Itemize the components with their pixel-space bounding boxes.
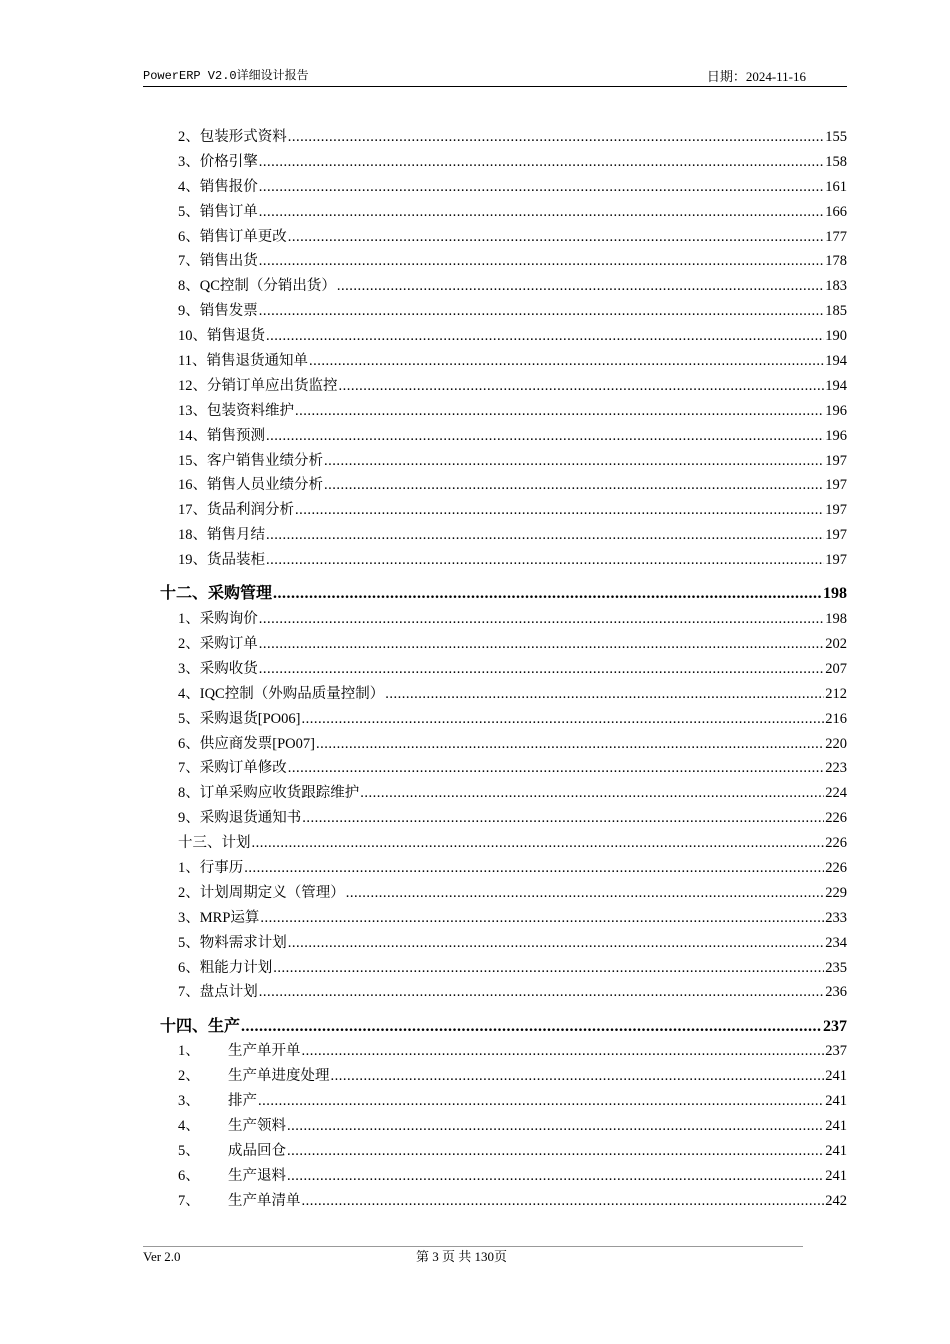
toc-entry[interactable] <box>160 200 847 225</box>
toc-entry-title: 13、包装资料维护 <box>178 402 294 419</box>
toc-dot-leader <box>273 956 824 981</box>
toc-entry[interactable] <box>160 374 847 399</box>
toc-entry-page: 237 <box>825 1043 847 1060</box>
toc-entry-title: 7、盘点计划 <box>178 984 258 1001</box>
toc-entry[interactable] <box>160 349 847 374</box>
toc-entry-title: 生产单进度处理 <box>228 1068 330 1085</box>
toc-dot-leader <box>287 1164 824 1189</box>
toc-entry-page: 194 <box>825 353 847 370</box>
toc-dot-leader <box>288 125 825 150</box>
toc-entry-number: 6、 <box>178 1167 200 1184</box>
toc-entry-page: 197 <box>825 502 847 519</box>
toc-entry-page: 242 <box>825 1192 847 1209</box>
toc-dot-leader <box>295 399 824 424</box>
toc-entry[interactable] <box>160 1039 847 1064</box>
toc-dot-leader <box>337 274 824 299</box>
toc-entry-title: 17、货品利润分析 <box>178 502 294 519</box>
toc-entry[interactable] <box>160 756 847 781</box>
toc-entry-title: 十三、计划 <box>178 835 251 852</box>
toc-entry-title: 19、货品装柜 <box>178 552 265 569</box>
toc-dot-leader <box>259 200 825 225</box>
toc-entry[interactable] <box>160 498 847 523</box>
toc-entry[interactable] <box>160 781 847 806</box>
toc-entry-page: 241 <box>825 1068 847 1085</box>
toc-entry-title: 5、采购退货[PO06] <box>178 710 301 727</box>
toc-entry[interactable] <box>160 632 847 657</box>
toc-entry[interactable] <box>160 1114 847 1139</box>
document-date: 日期：2024-11-16 <box>706 69 806 84</box>
toc-entry-title: 7、采购订单修改 <box>178 760 287 777</box>
toc-dot-leader <box>259 980 825 1005</box>
toc-entry-title: 16、销售人员业绩分析 <box>178 477 323 494</box>
toc-entry[interactable] <box>160 931 847 956</box>
toc-dot-leader <box>259 299 825 324</box>
toc-entry-title: 4、IQC控制（外购品质量控制） <box>178 685 385 702</box>
toc-dot-leader <box>288 756 825 781</box>
toc-entry-page: 198 <box>825 611 847 628</box>
toc-entry-title: 8、订单采购应收货跟踪维护 <box>178 785 360 802</box>
page-number: 第 3 页 共 130页 <box>416 1249 508 1264</box>
toc-entry-page: 178 <box>825 253 847 270</box>
toc-entry-title: 3、采购收货 <box>178 660 258 677</box>
toc-entry-page: 236 <box>825 984 847 1001</box>
toc-entry[interactable] <box>160 831 847 856</box>
toc-entry-page: 226 <box>825 860 847 877</box>
toc-entry-title: 3、价格引擎 <box>178 153 258 170</box>
toc-entry-number: 4、 <box>178 1118 200 1135</box>
toc-entry-title: 14、销售预测 <box>178 427 265 444</box>
toc-entry-page: 233 <box>825 909 847 926</box>
toc-entry-title: 7、销售出货 <box>178 253 258 270</box>
toc-entry-page: 216 <box>825 710 847 727</box>
toc-dot-leader <box>266 324 824 349</box>
toc-entry-title: 6、销售订单更改 <box>178 228 287 245</box>
toc-dot-leader <box>302 1189 825 1214</box>
toc-entry[interactable] <box>160 548 847 573</box>
toc-entry-number: 2、 <box>178 1068 200 1085</box>
toc-entry-page: 185 <box>825 303 847 320</box>
toc-entry[interactable] <box>160 473 847 498</box>
toc-entry-page: 158 <box>825 153 847 170</box>
toc-dot-leader <box>287 1139 824 1164</box>
toc-entry-page: 235 <box>825 959 847 976</box>
document-title: PowerERP V2.0详细设计报告 <box>143 69 309 83</box>
toc-entry-title: 9、销售发票 <box>178 303 258 320</box>
toc-dot-leader <box>244 856 824 881</box>
toc-entry[interactable] <box>160 399 847 424</box>
toc-entry-title: 2、采购订单 <box>178 636 258 652</box>
toc-entry-page: 166 <box>825 203 847 220</box>
toc-dot-leader <box>259 249 825 274</box>
toc-entry-page: 198 <box>823 585 847 603</box>
toc-entry-title: 生产退料 <box>228 1167 286 1184</box>
toc-entry-title: 生产单开单 <box>228 1043 301 1060</box>
toc-entry-page: 197 <box>825 527 847 544</box>
toc-dot-leader <box>360 781 824 806</box>
toc-dot-leader <box>331 1064 825 1089</box>
toc-entry-title: 4、销售报价 <box>178 178 258 195</box>
toc-entry-title: 十二、采购管理 <box>160 585 273 603</box>
toc-dot-leader <box>339 374 825 399</box>
toc-entry-page: 190 <box>825 328 847 345</box>
toc-entry-title: 11、销售退货通知单 <box>178 353 308 370</box>
toc-entry[interactable] <box>160 225 847 250</box>
toc-entry[interactable] <box>160 249 847 274</box>
toc-dot-leader <box>302 1039 825 1064</box>
toc-entry-page: 197 <box>825 452 847 469</box>
toc-entry-title: 排产 <box>228 1093 257 1110</box>
toc-dot-leader <box>316 732 824 757</box>
toc-dot-leader <box>266 523 824 548</box>
toc-entry[interactable] <box>160 523 847 548</box>
toc-dot-leader <box>287 1114 824 1139</box>
toc-entry-page: 212 <box>825 685 847 702</box>
toc-entry-title: 3、MRP运算 <box>178 909 260 926</box>
toc-entry[interactable] <box>160 1089 847 1114</box>
toc-entry[interactable] <box>160 906 847 931</box>
toc-dot-leader <box>259 632 825 657</box>
toc-entry-title: 8、QC控制（分销出货） <box>178 278 336 295</box>
toc-dot-leader <box>258 1089 824 1114</box>
toc-dot-leader <box>309 349 824 374</box>
toc-entry-page: 226 <box>825 810 847 827</box>
toc-entry-title: 十四、生产 <box>160 1017 241 1035</box>
toc-entry-page: 237 <box>823 1017 847 1035</box>
toc-dot-leader <box>259 607 825 632</box>
toc-entry-page: 224 <box>825 785 847 802</box>
toc-entry-title: 1、行事历 <box>178 860 244 877</box>
toc-dot-leader <box>266 424 824 449</box>
toc-entry-page: 177 <box>825 228 847 245</box>
toc-entry-title: 18、销售月结 <box>178 527 265 544</box>
toc-entry[interactable] <box>160 980 847 1005</box>
toc-dot-leader <box>288 225 825 250</box>
toc-entry[interactable] <box>160 1164 847 1189</box>
toc-entry-number: 7、 <box>178 1192 200 1209</box>
toc-entry-title: 10、销售退货 <box>178 328 265 345</box>
toc-entry[interactable] <box>160 682 847 707</box>
toc-entry-page: 155 <box>825 129 847 145</box>
toc-entry[interactable] <box>160 150 847 175</box>
table-of-contents <box>160 125 847 1214</box>
toc-chapter-entry[interactable] <box>160 582 847 607</box>
toc-entry[interactable] <box>160 856 847 881</box>
toc-entry[interactable] <box>160 299 847 324</box>
toc-entry-title: 9、采购退货通知书 <box>178 810 302 827</box>
version-label: Ver 2.0 <box>143 1249 181 1264</box>
toc-entry-page: 241 <box>825 1093 847 1110</box>
toc-dot-leader <box>288 931 825 956</box>
toc-dot-leader <box>259 150 825 175</box>
toc-entry-title: 生产单清单 <box>228 1192 301 1209</box>
toc-entry-number: 1、 <box>178 1043 200 1060</box>
toc-entry-page: 241 <box>825 1118 847 1135</box>
toc-entry-title: 5、物料需求计划 <box>178 934 287 951</box>
toc-entry-page: 220 <box>825 735 847 752</box>
toc-dot-leader <box>301 707 824 732</box>
toc-dot-leader <box>260 906 824 931</box>
toc-entry-page: 183 <box>825 278 847 295</box>
toc-entry-title: 5、销售订单 <box>178 203 258 220</box>
toc-entry-page: 194 <box>825 377 847 394</box>
toc-dot-leader <box>252 831 825 856</box>
toc-entry-page: 161 <box>825 178 847 195</box>
toc-entry[interactable] <box>160 1189 847 1214</box>
toc-entry[interactable] <box>160 1139 847 1164</box>
toc-chapter-entry[interactable] <box>160 1015 847 1040</box>
toc-entry-page: 234 <box>825 934 847 951</box>
toc-entry-page: 202 <box>825 636 847 652</box>
toc-dot-leader <box>273 582 822 607</box>
toc-entry-title: 6、粗能力计划 <box>178 959 273 976</box>
toc-dot-leader <box>266 548 824 573</box>
toc-entry-title: 1、采购询价 <box>178 611 258 628</box>
toc-entry[interactable] <box>160 806 847 831</box>
page-header <box>143 67 847 87</box>
toc-entry-title: 2、计划周期定义（管理） <box>178 884 345 901</box>
toc-entry[interactable] <box>160 424 847 449</box>
toc-entry-number: 5、 <box>178 1143 200 1159</box>
toc-entry[interactable] <box>160 274 847 299</box>
toc-dot-leader <box>259 657 825 682</box>
toc-entry-page: 197 <box>825 552 847 569</box>
toc-entry-page: 207 <box>825 660 847 677</box>
toc-entry[interactable] <box>160 707 847 732</box>
toc-entry-page: 196 <box>825 402 847 419</box>
toc-entry-title: 生产领料 <box>228 1118 286 1135</box>
page-footer <box>143 1246 803 1271</box>
toc-entry[interactable] <box>160 175 847 200</box>
toc-entry-page: 196 <box>825 427 847 444</box>
toc-entry-page: 226 <box>825 835 847 852</box>
toc-entry[interactable] <box>160 449 847 474</box>
toc-dot-leader <box>324 449 824 474</box>
toc-entry[interactable] <box>160 324 847 349</box>
toc-entry-title: 12、分销订单应出货监控 <box>178 377 338 394</box>
toc-entry-page: 223 <box>825 760 847 777</box>
toc-entry[interactable] <box>160 125 847 150</box>
toc-entry-title: 2、包装形式资料 <box>178 129 287 145</box>
toc-entry[interactable] <box>160 732 847 757</box>
toc-entry[interactable] <box>160 881 847 906</box>
toc-dot-leader <box>346 881 825 906</box>
toc-dot-leader <box>241 1015 822 1040</box>
toc-dot-leader <box>385 682 824 707</box>
toc-entry-title: 6、供应商发票[PO07] <box>178 735 315 752</box>
toc-dot-leader <box>302 806 824 831</box>
toc-dot-leader <box>259 175 825 200</box>
toc-entry-page: 241 <box>825 1167 847 1184</box>
toc-entry[interactable] <box>160 1064 847 1089</box>
toc-entry-page: 229 <box>825 884 847 901</box>
toc-entry[interactable] <box>160 956 847 981</box>
toc-entry[interactable] <box>160 657 847 682</box>
toc-entry-number: 3、 <box>178 1093 200 1110</box>
toc-dot-leader <box>295 498 824 523</box>
toc-entry-title: 成品回仓 <box>228 1143 286 1159</box>
toc-entry-page: 197 <box>825 477 847 494</box>
toc-dot-leader <box>324 473 824 498</box>
toc-entry-page: 241 <box>825 1143 847 1159</box>
toc-entry[interactable] <box>160 607 847 632</box>
toc-entry-title: 15、客户销售业绩分析 <box>178 452 323 469</box>
